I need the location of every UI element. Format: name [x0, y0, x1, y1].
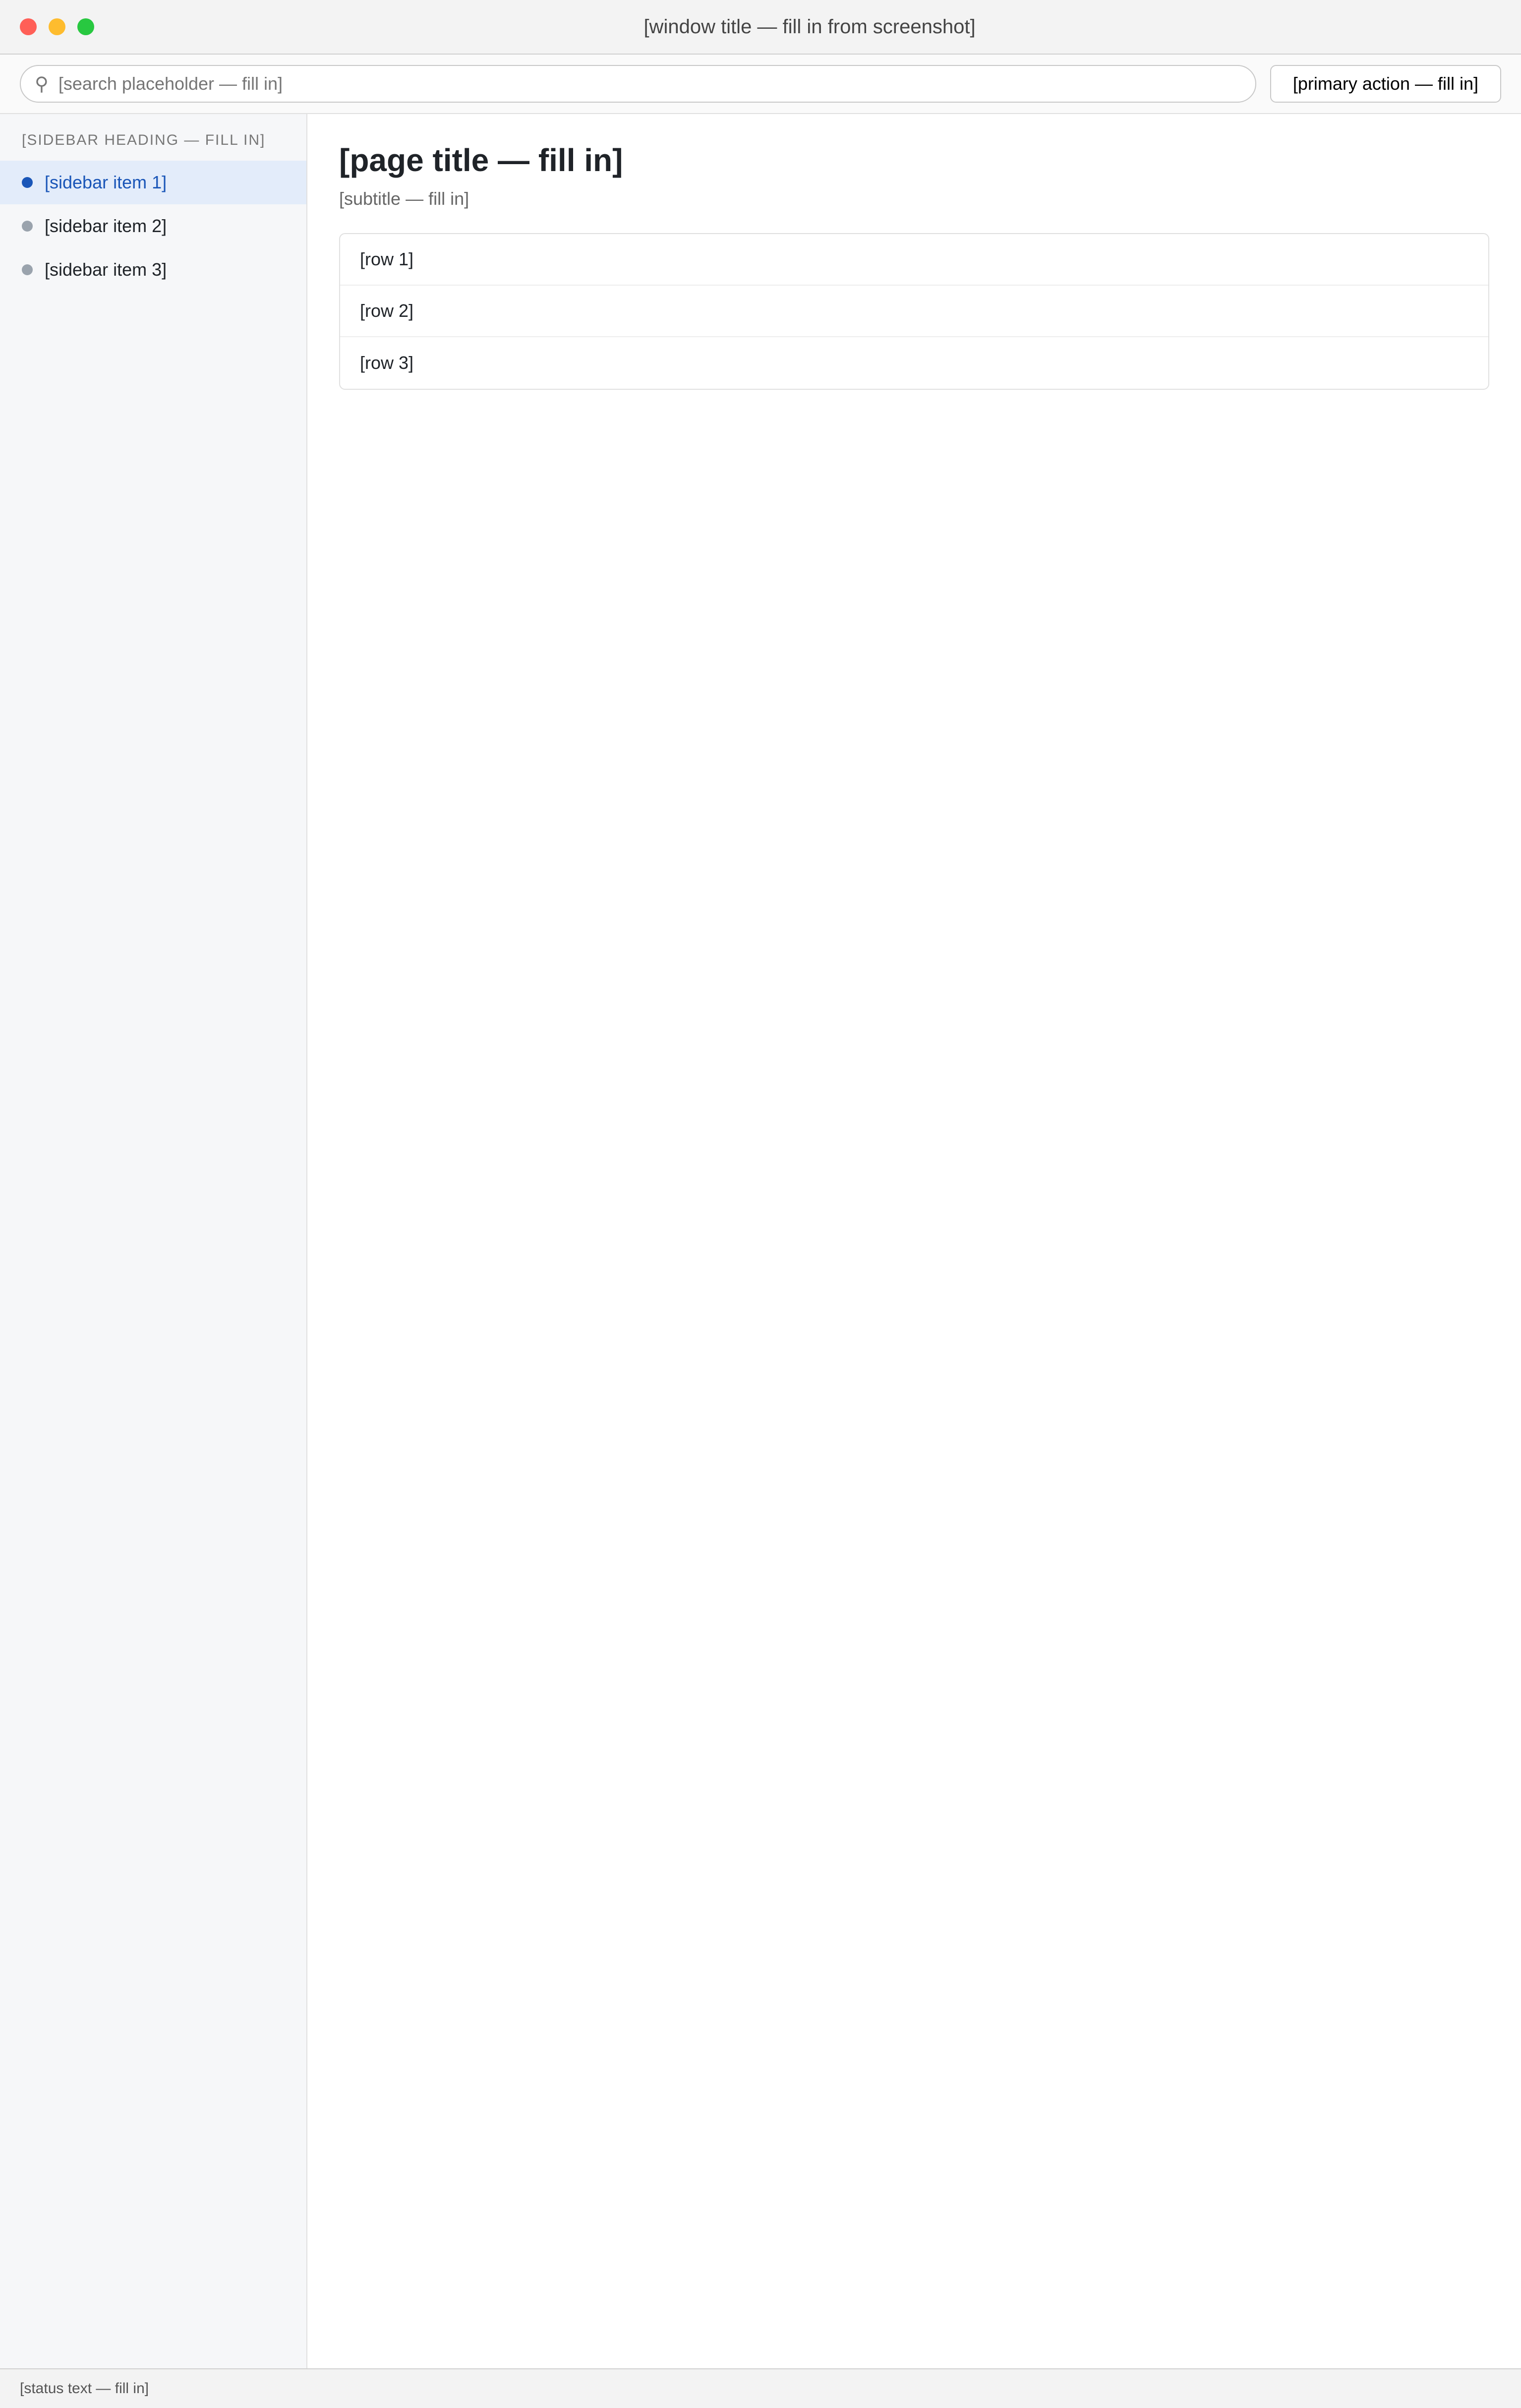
sidebar-item-label: [sidebar item 1] — [45, 172, 167, 192]
item-list — [339, 233, 1489, 390]
bullet-icon — [22, 221, 33, 232]
list-item[interactable]: [row 3] — [360, 353, 414, 373]
page-title: [page title — fill in] — [339, 142, 623, 178]
bullet-icon — [22, 177, 33, 188]
window-title: [window title — fill in from screenshot] — [644, 15, 976, 38]
sidebar-heading: [SIDEBAR HEADING — FILL IN] — [22, 132, 266, 148]
list-item[interactable]: [row 1] — [340, 234, 1488, 286]
list-item[interactable]: [row 2] — [340, 286, 1488, 337]
page-subtitle: [subtitle — fill in] — [339, 188, 469, 209]
search-input[interactable] — [58, 73, 1241, 94]
title-bar — [0, 0, 1521, 55]
search-box — [20, 65, 1256, 103]
bullet-icon — [22, 264, 33, 275]
status-bar: [status text — fill in] — [0, 2368, 1521, 2408]
sidebar-item[interactable] — [0, 204, 306, 248]
minimize-window-icon[interactable] — [49, 18, 65, 35]
maximize-window-icon[interactable] — [77, 18, 94, 35]
main-panel — [307, 114, 1521, 2368]
close-window-icon[interactable] — [20, 18, 37, 35]
content-area — [0, 114, 1521, 2368]
sidebar — [0, 114, 307, 2368]
sidebar-item-label: [sidebar item 3] — [45, 259, 167, 280]
sidebar-item[interactable] — [0, 161, 306, 204]
search-icon: ⚲ — [35, 73, 49, 95]
window-controls — [20, 18, 94, 35]
primary-button[interactable]: [primary action — fill in] — [1270, 65, 1501, 103]
sidebar-item-label: [sidebar item 2] — [45, 216, 167, 236]
toolbar — [0, 55, 1521, 114]
sidebar-item[interactable] — [0, 248, 306, 292]
